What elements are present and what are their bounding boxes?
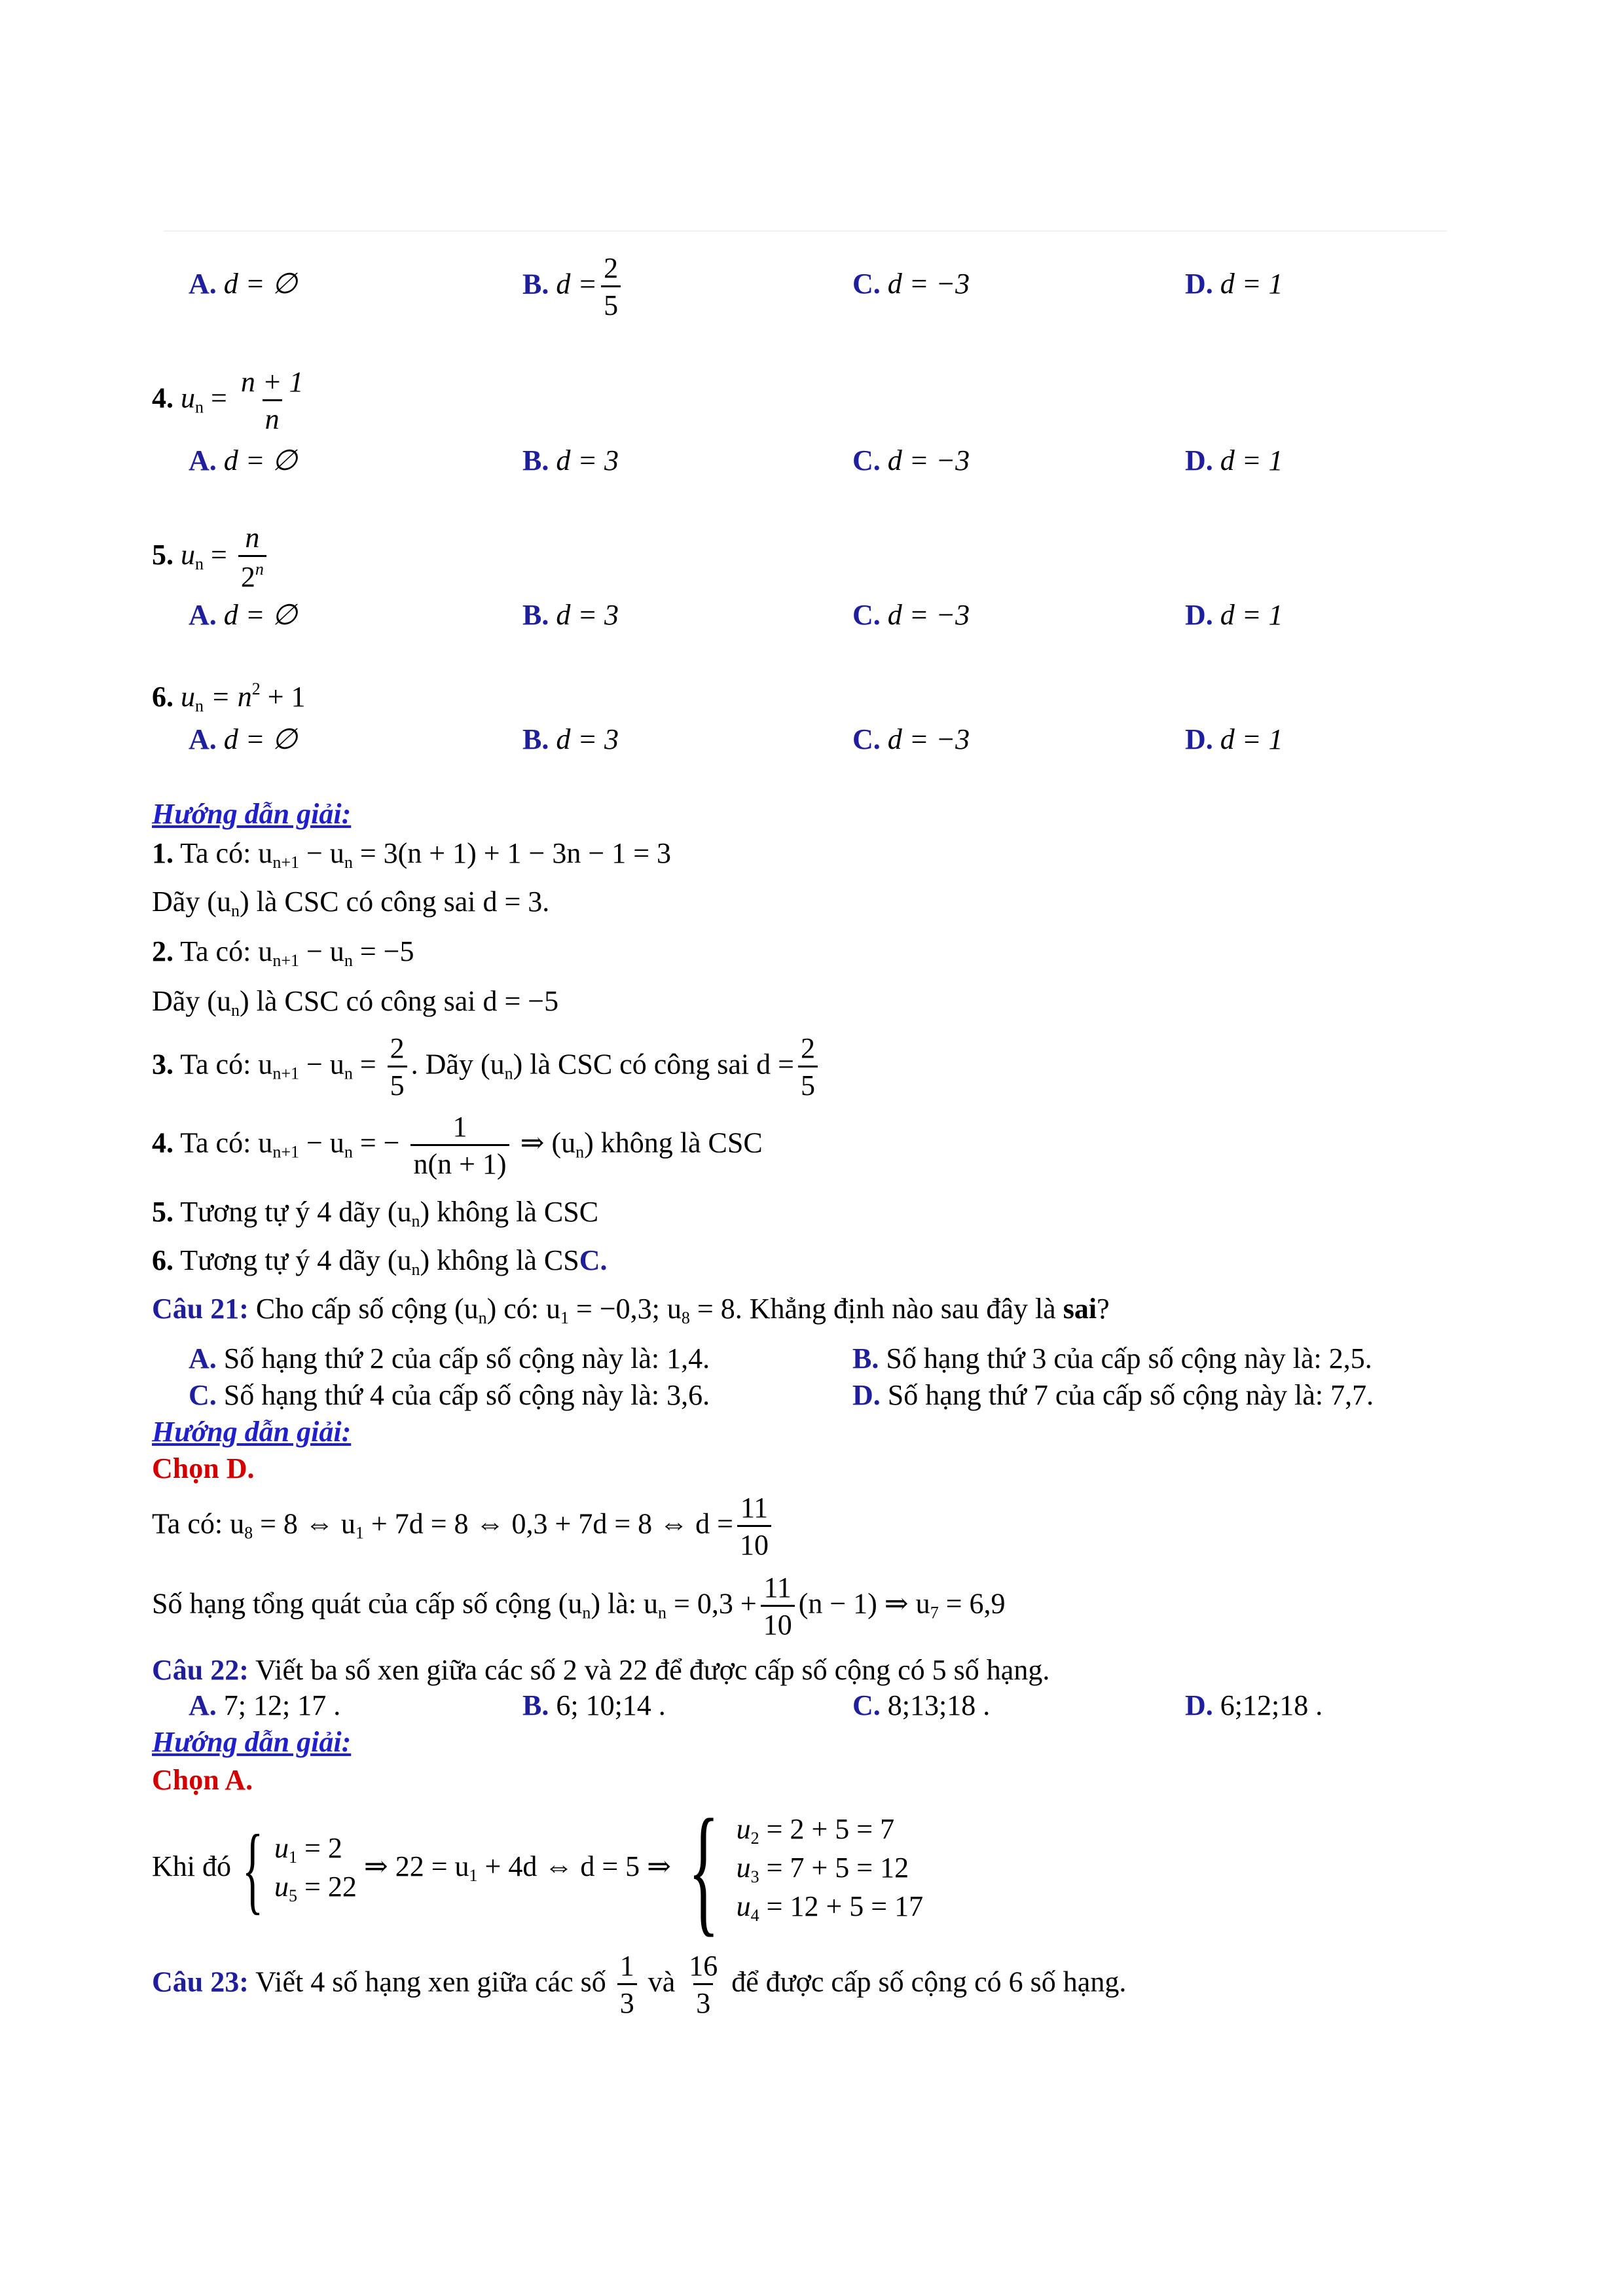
q6-option-d: D. d = 1 xyxy=(1185,723,1283,755)
q6-option-a: A. d = ∅ xyxy=(189,723,297,755)
q5-option-c: C. d = −3 xyxy=(852,599,970,631)
q4-formula: 4. $u_n$ = $\frac{n + 1}{n}$ xyxy=(152,366,304,435)
solution-5: 5. Tương tự ý 4 dãy $(u_n)$ không là CSC xyxy=(152,1196,599,1230)
q5-formula: 5. $u_n$ = $\frac{n}{2^n}$ xyxy=(152,524,270,592)
q4-option-d: D. d = 1 xyxy=(1185,444,1283,476)
option-d: D. d = 1 xyxy=(1185,268,1283,300)
left-brace-2: { xyxy=(688,1789,720,1949)
question-22: Câu 22: Viết ba số xen giữa các số 2 và 22 để được cấp số cộng có 5 số hạng. xyxy=(152,1654,1050,1686)
question-21: Câu 21: Cho cấp số cộng $(u_n)$ có: $u_1 = -0,3$; $u_8 = 8$. Khẳng định nào sau đây là sai? xyxy=(152,1293,1110,1327)
q4-option-b: B. d = 3 xyxy=(522,444,619,476)
q22-option-c: C. 8;13;18 . xyxy=(852,1689,991,1721)
top-divider xyxy=(164,230,1447,232)
left-brace: { xyxy=(242,1815,264,1924)
solution-3: 3. Ta có: $u_{n+1} - u_n$ = $\frac{2}{5}$ . Dãy $(u_n)$ là CSC có công sai d = $\frac{2}{5}$ xyxy=(152,1034,822,1100)
q21-solution-line-2: Số hạng tổng quát của cấp số cộng $(u_n)$ là: $u_n = 0,3$ + $\frac{11}{10}$ (n − 1) ⇒ $u_7 = 6,9$ xyxy=(152,1571,1006,1641)
option-c: C. d = −3 xyxy=(852,268,970,300)
q22-option-b: B. 6; 10;14 . xyxy=(522,1689,666,1721)
q21-option-c: C. Số hạng thứ 4 của cấp số cộng này là: 3,6. xyxy=(189,1379,710,1411)
q22-guide-heading: Hướng dẫn giải: xyxy=(152,1726,352,1758)
q21-choice: Chọn D. xyxy=(152,1452,255,1484)
question-23: Câu 23: Viết 4 số hạng xen giữa các số $\frac{1}{3}$ và $\frac{16}{3}$ để được cấp số cộng có 6 số hạng. xyxy=(152,1950,1127,2019)
q22-choice: Chọn A. xyxy=(152,1764,253,1796)
q5-option-d: D. d = 1 xyxy=(1185,599,1283,631)
option-a: A. d = ∅ xyxy=(189,268,297,300)
q5-option-a: A. d = ∅ xyxy=(189,599,297,631)
q4-option-c: C. d = −3 xyxy=(852,444,970,476)
q21-guide-heading: Hướng dẫn giải: xyxy=(152,1416,352,1448)
q21-solution-line-1: Ta có: $u_8 = 8$ ⇔ $u_1 + 7d = 8$ ⇔ 0,3 + 7d = 8 ⇔ d = $\frac{11}{10}$ xyxy=(152,1494,775,1560)
q5-option-b: B. d = 3 xyxy=(522,599,619,631)
q22-option-a: A. 7; 12; 17 . xyxy=(189,1689,341,1721)
q22-option-d: D. 6;12;18 . xyxy=(1185,1689,1323,1721)
q21-option-b: B. Số hạng thứ 3 của cấp số cộng này là: 2,5. xyxy=(852,1342,1372,1374)
solution-4: 4. Ta có: $u_{n+1} - u_n$ = − $\frac{1}{n(n + 1)}$ ⇒ $(u_n)$ không là CSC xyxy=(152,1111,763,1180)
solution-1b: Dãy $(u_n)$ là CSC có công sai d = 3. xyxy=(152,886,550,920)
result-system: $u_2 = 2 + 5 = 7$ $u_3 = 7 + 5 = 12$ $u_4 = 12 + 5 = 17$ xyxy=(736,1812,924,1925)
guide-heading: Hướng dẫn giải: xyxy=(152,798,352,830)
solution-1: 1. Ta có: $u_{n+1} - u_n = 3(n + 1) + 1 - 3n - 1 = 3$ xyxy=(152,837,672,872)
q21-option-a: A. Số hạng thứ 2 của cấp số cộng này là: 1,4. xyxy=(189,1342,710,1374)
q6-option-c: C. d = −3 xyxy=(852,723,970,755)
q6-formula: 6. $u_n = n^2 + 1$ xyxy=(152,679,306,715)
q22-solution: Khi đó { $u_1 = 2$ $u_5 = 22$ ⇒ $22 = u_1 + 4d$ ⇔ d = 5 ⇒ { $u_2 = 2 + 5 = 7$ $u_3 = 7 + 5 = 12$ $u_4 = 12 + 5 = 17$ xyxy=(152,1789,924,1949)
given-system: $u_1 = 2$ $u_5 = 22$ xyxy=(274,1832,357,1905)
option-b: B. d = $\frac{2}{5}$ xyxy=(522,254,625,320)
q4-option-a: A. d = ∅ xyxy=(189,444,297,476)
solution-2: 2. Ta có: $u_{n+1} - u_n = -5$ xyxy=(152,935,414,970)
solution-2b: Dãy $(u_n)$ là CSC có công sai d = −5 xyxy=(152,985,559,1020)
q21-option-d: D. Số hạng thứ 7 của cấp số cộng này là: 7,7. xyxy=(852,1379,1374,1411)
solution-6: 6. Tương tự ý 4 dãy $(u_n)$ không là CSC. xyxy=(152,1244,608,1279)
q6-option-b: B. d = 3 xyxy=(522,723,619,755)
